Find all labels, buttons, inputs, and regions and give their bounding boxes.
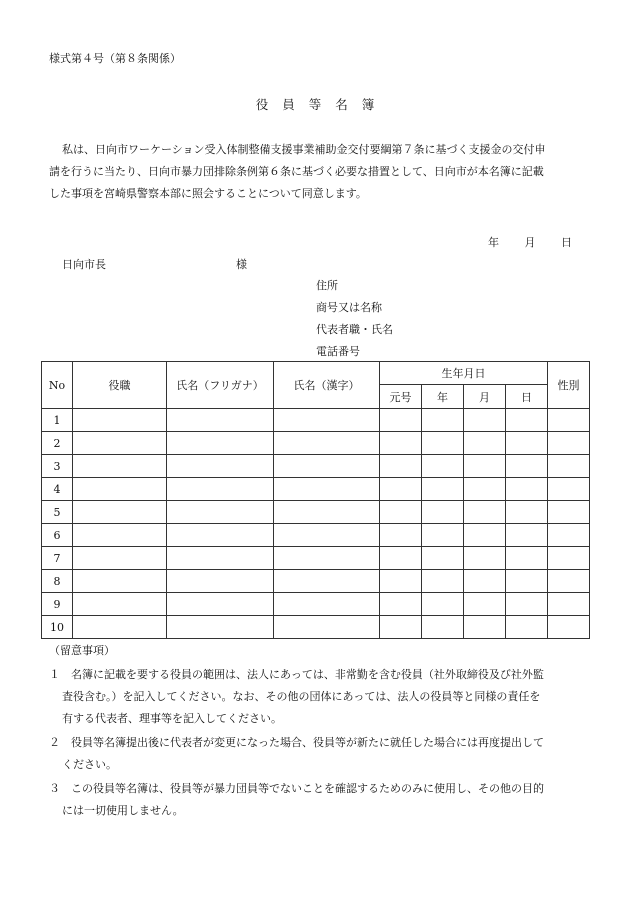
- note-3-line-2: には一切使用しません。: [62, 804, 184, 817]
- name-kanji-cell[interactable]: [274, 432, 380, 455]
- table-row: [42, 455, 590, 478]
- table-row: [42, 547, 590, 570]
- position-cell[interactable]: [73, 593, 167, 616]
- date-line: [466, 234, 572, 250]
- position-cell[interactable]: [73, 570, 167, 593]
- header-birth-month: 月: [464, 385, 506, 409]
- note-1-line-1: １ 名簿に記載を要する役員の範囲は、法人にあっては、非常勤を含む役員（社外取締役及び社外監: [49, 668, 544, 681]
- birth-day-cell[interactable]: [506, 616, 548, 639]
- birth-month-cell[interactable]: [464, 616, 506, 639]
- row-number: 7: [42, 547, 73, 570]
- birth-day-cell[interactable]: [506, 409, 548, 432]
- consent-line-2: 請を行うに当たり、日向市暴力団排除条例第６条に基づく必要な措置として、日向市が本名簿に記載: [49, 165, 544, 178]
- header-name-kanji: 氏名（漢字）: [274, 362, 380, 409]
- sex-cell[interactable]: [548, 570, 590, 593]
- era-cell[interactable]: [380, 501, 422, 524]
- name-kanji-cell[interactable]: [274, 524, 380, 547]
- era-cell[interactable]: [380, 455, 422, 478]
- birth-year-cell[interactable]: [422, 455, 464, 478]
- name-kana-cell[interactable]: [167, 409, 274, 432]
- row-number: 1: [42, 409, 73, 432]
- row-number: 6: [42, 524, 73, 547]
- position-cell[interactable]: [73, 409, 167, 432]
- sex-cell[interactable]: [548, 455, 590, 478]
- birth-year-cell[interactable]: [422, 501, 464, 524]
- birth-year-cell[interactable]: [422, 547, 464, 570]
- birth-year-cell[interactable]: [422, 432, 464, 455]
- applicant-representative-label: 代表者職・氏名: [316, 323, 393, 336]
- row-number: 2: [42, 432, 73, 455]
- birth-year-cell[interactable]: [422, 409, 464, 432]
- era-cell[interactable]: [380, 524, 422, 547]
- sex-cell[interactable]: [548, 432, 590, 455]
- note-2-line-1: ２ 役員等名簿提出後に代表者が変更になった場合、役員等が新たに就任した場合には再度提出して: [49, 736, 544, 749]
- form-number: 様式第４号（第８条関係）: [49, 52, 181, 65]
- header-name-kana: 氏名（フリガナ）: [167, 362, 274, 409]
- position-cell[interactable]: [73, 478, 167, 501]
- note-3-line-1: ３ この役員等名簿は、役員等が暴力団員等でないことを確認するためのみに使用し、その他の目的: [49, 782, 544, 795]
- position-cell[interactable]: [73, 547, 167, 570]
- birth-month-cell[interactable]: [464, 501, 506, 524]
- birth-day-cell[interactable]: [506, 524, 548, 547]
- era-cell[interactable]: [380, 409, 422, 432]
- date-month-label: 月: [524, 236, 536, 249]
- note-1-line-3: 有する代表者、理事等を記入してください。: [62, 712, 282, 725]
- name-kana-cell[interactable]: [167, 616, 274, 639]
- name-kanji-cell[interactable]: [274, 593, 380, 616]
- officer-roster-table: [41, 361, 590, 639]
- name-kana-cell[interactable]: [167, 547, 274, 570]
- birth-day-cell[interactable]: [506, 478, 548, 501]
- birth-day-cell[interactable]: [506, 547, 548, 570]
- header-position: 役職: [73, 362, 167, 409]
- name-kanji-cell[interactable]: [274, 547, 380, 570]
- row-number: 8: [42, 570, 73, 593]
- birth-year-cell[interactable]: [422, 593, 464, 616]
- name-kanji-cell[interactable]: [274, 478, 380, 501]
- birth-month-cell[interactable]: [464, 547, 506, 570]
- table-row: [42, 432, 590, 455]
- birth-day-cell[interactable]: [506, 432, 548, 455]
- table-row: [42, 409, 590, 432]
- page-title: 役員等名簿: [255, 97, 389, 112]
- sex-cell[interactable]: [548, 547, 590, 570]
- table-row: [42, 501, 590, 524]
- sex-cell[interactable]: [548, 593, 590, 616]
- era-cell[interactable]: [380, 616, 422, 639]
- birth-month-cell[interactable]: [464, 455, 506, 478]
- name-kanji-cell[interactable]: [274, 616, 380, 639]
- header-no: No: [42, 362, 73, 409]
- note-1-line-2: 査役含む。）を記入してください。なお、その他の団体にあっては、法人の役員等と同様の責任を: [62, 690, 541, 703]
- consent-line-1: 私は、日向市ワーケーション受入体制整備支援事業補助金交付要綱第７条に基づく支援金の交付申: [62, 143, 546, 156]
- birth-day-cell[interactable]: [506, 570, 548, 593]
- name-kanji-cell[interactable]: [274, 501, 380, 524]
- row-number: 4: [42, 478, 73, 501]
- applicant-trade-name-label: 商号又は名称: [316, 301, 382, 314]
- addressee-honorific: 様: [236, 258, 247, 271]
- sex-cell[interactable]: [548, 409, 590, 432]
- sex-cell[interactable]: [548, 501, 590, 524]
- position-cell[interactable]: [73, 616, 167, 639]
- table-row: [42, 616, 590, 639]
- name-kana-cell[interactable]: [167, 570, 274, 593]
- row-number: 5: [42, 501, 73, 524]
- position-cell[interactable]: [73, 455, 167, 478]
- era-cell[interactable]: [380, 478, 422, 501]
- name-kana-cell[interactable]: [167, 524, 274, 547]
- birth-day-cell[interactable]: [506, 501, 548, 524]
- sex-cell[interactable]: [548, 478, 590, 501]
- era-cell[interactable]: [380, 570, 422, 593]
- applicant-address-label: 住所: [316, 279, 338, 292]
- consent-line-3: した事項を宮崎県警察本部に照会することについて同意します。: [49, 187, 367, 200]
- name-kana-cell[interactable]: [167, 478, 274, 501]
- name-kana-cell[interactable]: [167, 593, 274, 616]
- table-row: [42, 478, 590, 501]
- header-sex: 性別: [548, 362, 590, 409]
- name-kanji-cell[interactable]: [274, 455, 380, 478]
- birth-year-cell[interactable]: [422, 524, 464, 547]
- birth-month-cell[interactable]: [464, 432, 506, 455]
- era-cell[interactable]: [380, 432, 422, 455]
- position-cell[interactable]: [73, 524, 167, 547]
- addressee-name: 日向市長: [62, 258, 106, 271]
- era-cell[interactable]: [380, 547, 422, 570]
- birth-year-cell[interactable]: [422, 570, 464, 593]
- row-number: 10: [42, 616, 73, 639]
- notes-heading: （留意事項）: [49, 644, 115, 657]
- table-row: [42, 593, 590, 616]
- row-number: 3: [42, 455, 73, 478]
- birth-month-cell[interactable]: [464, 409, 506, 432]
- name-kanji-cell[interactable]: [274, 409, 380, 432]
- table-row: [42, 570, 590, 593]
- row-number: 9: [42, 593, 73, 616]
- header-era: 元号: [380, 385, 422, 409]
- era-cell[interactable]: [380, 593, 422, 616]
- birth-month-cell[interactable]: [464, 593, 506, 616]
- table-row: [42, 524, 590, 547]
- birth-month-cell[interactable]: [464, 524, 506, 547]
- header-birth-year: 年: [422, 385, 464, 409]
- birth-month-cell[interactable]: [464, 570, 506, 593]
- birth-month-cell[interactable]: [464, 478, 506, 501]
- name-kana-cell[interactable]: [167, 432, 274, 455]
- date-year-label: 年: [488, 236, 499, 249]
- birth-year-cell[interactable]: [422, 478, 464, 501]
- birth-day-cell[interactable]: [506, 455, 548, 478]
- note-2-line-2: ください。: [62, 758, 117, 771]
- position-cell[interactable]: [73, 432, 167, 455]
- sex-cell[interactable]: [548, 616, 590, 639]
- position-cell[interactable]: [73, 501, 167, 524]
- birth-day-cell[interactable]: [506, 593, 548, 616]
- sex-cell[interactable]: [548, 524, 590, 547]
- header-birth-day: 日: [506, 385, 548, 409]
- name-kana-cell[interactable]: [167, 455, 274, 478]
- date-day-label: 日: [561, 236, 572, 249]
- applicant-phone-label: 電話番号: [316, 345, 360, 358]
- header-birthdate: 生年月日: [380, 362, 548, 385]
- birth-year-cell[interactable]: [422, 616, 464, 639]
- name-kana-cell[interactable]: [167, 501, 274, 524]
- name-kanji-cell[interactable]: [274, 570, 380, 593]
